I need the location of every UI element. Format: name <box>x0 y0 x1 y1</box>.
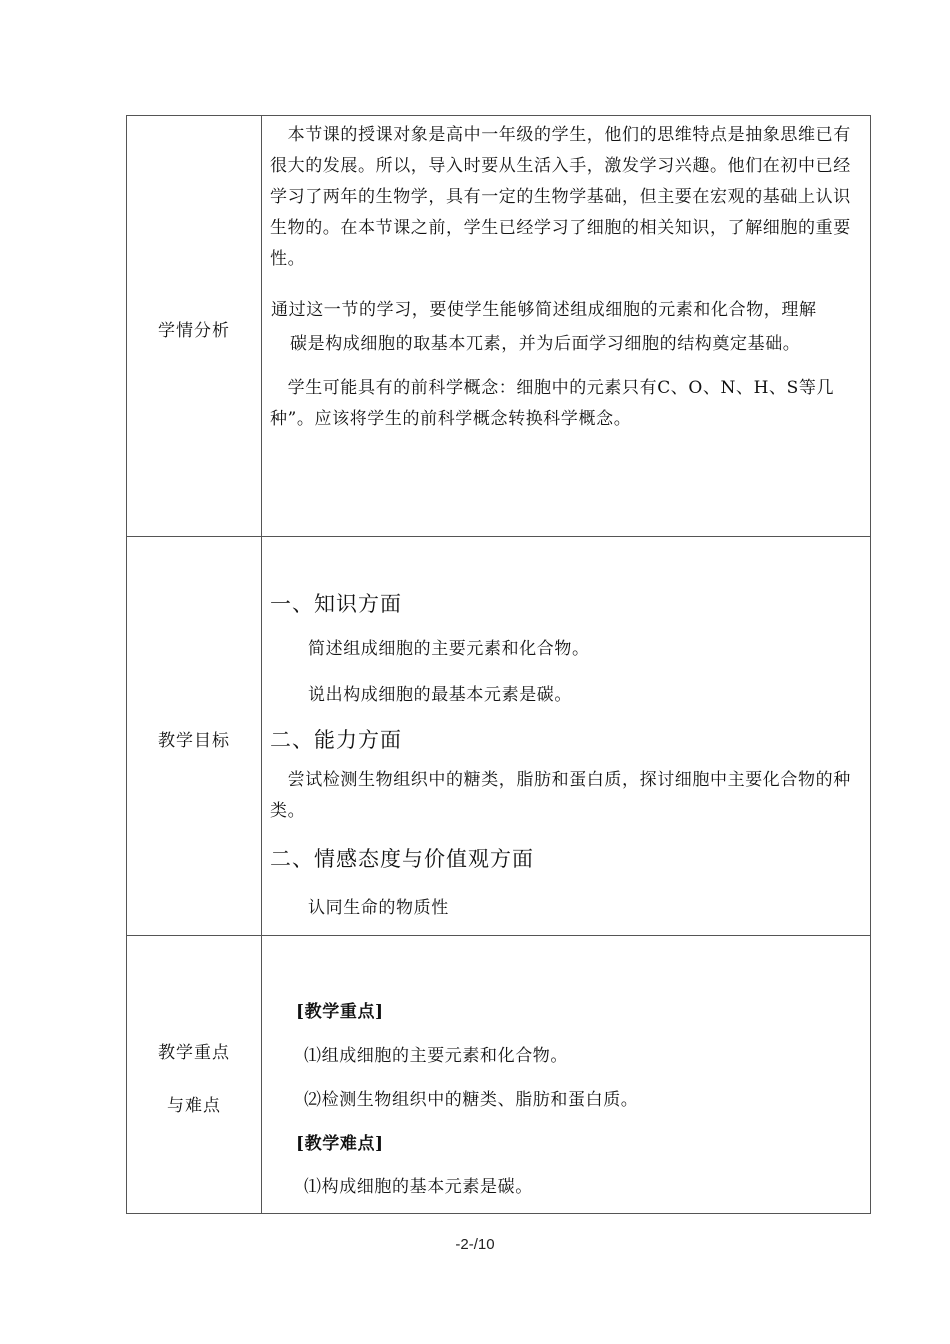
key-points-heading: [教学重点] <box>296 1002 384 1022</box>
row-key-points <box>127 936 871 1214</box>
key-point-1: ⑴组成细胞的主要元素和化合物。 <box>304 1046 568 1066</box>
label-cell-student-analysis <box>127 116 262 537</box>
label-cell-key-points <box>127 936 262 1214</box>
page-number: -2-/10 <box>455 1236 495 1253</box>
key-point-2: ⑵检测生物组织中的糖类、脂肪和蛋白质。 <box>304 1090 639 1110</box>
knowledge-item-2: 说出构成细胞的最基本元素是碳。 <box>308 685 572 705</box>
row-teaching-objectives <box>127 537 871 936</box>
analysis-paragraph-1: 本节课的授课对象是高中一年级的学生，他们的思维特点是抽象思维已有很大的发展。所以，导入时要从生活入手，激发学习兴趣。他们在初中已经学习了两年的生物学，具有一定的生物学基础，但主要在宏观的基础上认识生物的。在本节课之前，学生已经学习了细胞的相关知识，了解细胞的重要性。 <box>270 125 851 269</box>
lesson-plan-table <box>126 115 871 1214</box>
label-teaching-objectives: 教学目标 <box>158 731 230 751</box>
ability-item-1: 尝试检测生物组织中的糖类，脂肪和蛋白质，探讨细胞中主要化合物的种类。 <box>270 770 851 821</box>
difficult-point-1: ⑴构成细胞的基本元素是碳。 <box>304 1177 533 1197</box>
content-cell-student-analysis <box>262 116 871 537</box>
row-student-analysis <box>127 116 871 537</box>
analysis-paragraph-3: 学生可能具有的前科学概念：细胞中的元素只有C、O、N、H、S等几种”。应该将学生的前科学概念转换科学概念。 <box>270 378 835 429</box>
heading-knowledge: 一、知识方面 <box>270 592 402 616</box>
analysis-paragraph-2-line-2: 碳是构成细胞的取基本兀素，并为后面学习细胞的结构奠定基础。 <box>290 334 801 354</box>
emotion-item-1: 认同生命的物质性 <box>308 898 449 918</box>
label-key-points-line-1: 教学重点 <box>158 1043 230 1063</box>
difficult-points-heading: [教学难点] <box>296 1134 384 1154</box>
label-student-analysis: 学情分析 <box>158 321 230 341</box>
analysis-paragraph-2-line-1: 通过这一节的学习，要使学生能够简述组成细胞的元素和化合物，理解 <box>271 300 817 320</box>
label-key-points-line-2: 与难点 <box>167 1096 221 1116</box>
heading-emotion-values: 二、情感态度与价值观方面 <box>270 847 534 871</box>
content-cell-key-points <box>262 936 871 1214</box>
heading-ability: 二、能力方面 <box>270 728 402 752</box>
content-cell-teaching-objectives <box>262 537 871 936</box>
label-cell-teaching-objectives <box>127 537 262 936</box>
knowledge-item-1: 简述组成细胞的主要元素和化合物。 <box>308 639 590 659</box>
